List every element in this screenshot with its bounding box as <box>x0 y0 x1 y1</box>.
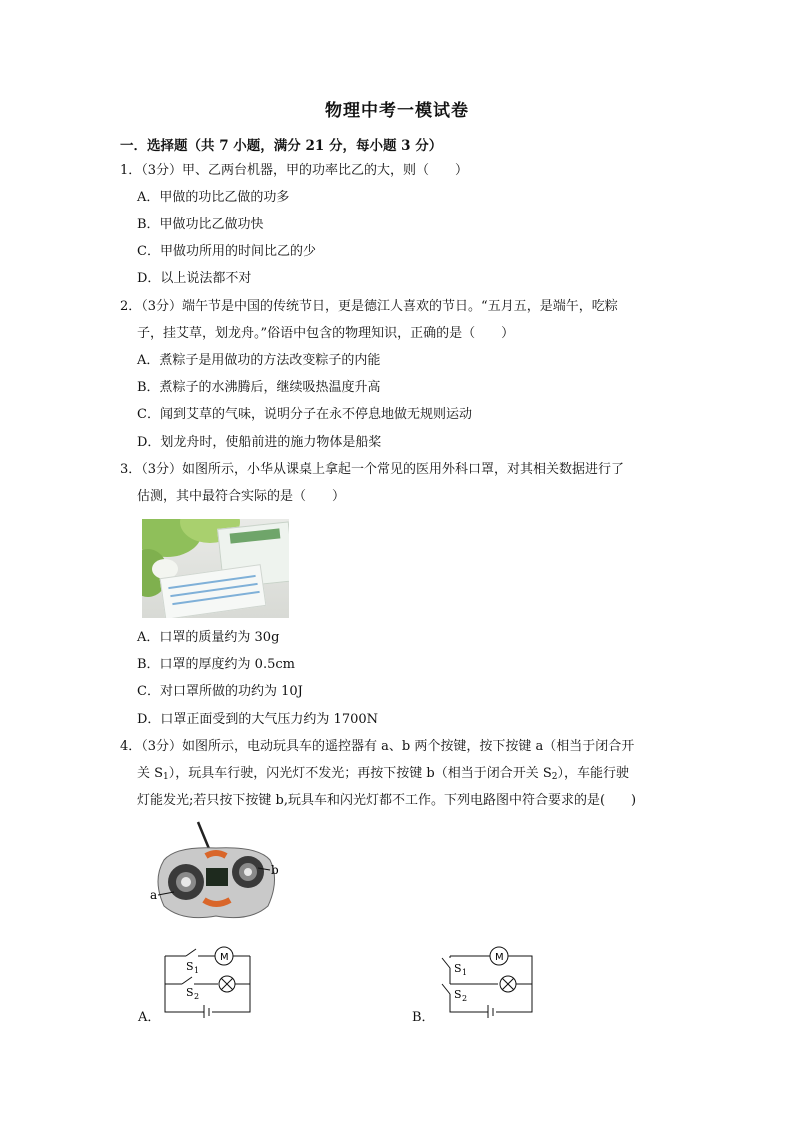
switch-s2-sub-b: 2 <box>462 994 468 1003</box>
motor-label: M <box>220 952 229 963</box>
choice-b-label: B． <box>412 1010 435 1025</box>
question-3-option-b: B．口罩的厚度约为 0.5cm <box>137 657 295 672</box>
section-title: 一．选择题（共 7 小题，满分 21 分，每小题 3 分） <box>120 138 443 154</box>
question-3-option-d: D．口罩正面受到的大气压力约为 1700N <box>137 712 379 727</box>
circuit-diagram-a <box>160 940 256 1018</box>
question-2-stem-line2: 子，挂艾草，划龙舟。”俗语中包含的物理知识，正确的是（ ） <box>137 326 515 341</box>
question-3-option-a: A．口罩的质量约为 30g <box>137 630 280 645</box>
switch-s1-sub-b: 1 <box>462 968 468 977</box>
question-1-option-c: C．甲做功所用的时间比乙的少 <box>137 244 316 259</box>
switch-s2-sub: 2 <box>194 992 200 1001</box>
switch-s2-label-b: S <box>454 988 462 1001</box>
question-4-stem-line3: 灯能发光;若只按下按键 b,玩具车和闪光灯都不工作。下列电路图中符合要求的是( ) <box>137 793 637 808</box>
question-3-stem-line2: 估测，其中最符合实际的是（ ） <box>137 489 346 504</box>
question-2-stem-line1: 2．（3分）端午节是中国的传统节日，更是德江人喜欢的节日。“五月五，是端午，吃粽 <box>120 299 618 314</box>
question-3-option-c: C．对口罩所做的功约为 10J <box>137 684 303 699</box>
switch-s1-sub: 1 <box>194 966 200 975</box>
switch-s1-label: S <box>186 960 194 973</box>
question-4-stem-line1: 4．（3分）如图所示，电动玩具车的遥控器有 a、b 两个按键，按下按键 a（相当于闭合开 <box>120 739 635 754</box>
mask-photo <box>142 519 289 618</box>
switch-s2-label: S <box>186 986 194 999</box>
remote-key-b-label: b <box>271 863 279 877</box>
circuit-diagram-b <box>436 940 540 1018</box>
page-title: 物理中考一模试卷 <box>325 101 469 121</box>
question-1-option-b: B．甲做功比乙做功快 <box>137 217 264 232</box>
remote-control-photo <box>146 820 286 930</box>
question-2-option-d: D．划龙舟时，使船前进的施力物体是船桨 <box>137 435 382 450</box>
question-1-stem: 1．（3分）甲、乙两台机器，甲的功率比乙的大，则（ ） <box>120 163 469 178</box>
switch-s1-label-b: S <box>454 962 462 975</box>
choice-a-label: A． <box>138 1010 161 1025</box>
question-2-option-c: C．闻到艾草的气味，说明分子在永不停息地做无规则运动 <box>137 407 472 422</box>
question-3-stem-line1: 3．（3分）如图所示，小华从课桌上拿起一个常见的医用外科口罩，对其相关数据进行了 <box>120 462 625 477</box>
question-2-option-b: B．煮粽子的水沸腾后，继续吸热温度升高 <box>137 380 381 395</box>
question-1-option-a: A．甲做的功比乙做的功多 <box>137 190 290 205</box>
question-4-stem-line2: 关 $S_1$），玩具车行驶，闪光灯不发光；再按下按键 b（相当于闭合开关 $S_2$），车能行驶 <box>137 766 630 782</box>
motor-label-b: M <box>495 952 504 963</box>
question-1-option-d: D．以上说法都不对 <box>137 271 252 286</box>
question-2-option-a: A．煮粽子是用做功的方法改变粽子的内能 <box>137 353 381 368</box>
remote-key-a-label: a <box>150 888 158 902</box>
